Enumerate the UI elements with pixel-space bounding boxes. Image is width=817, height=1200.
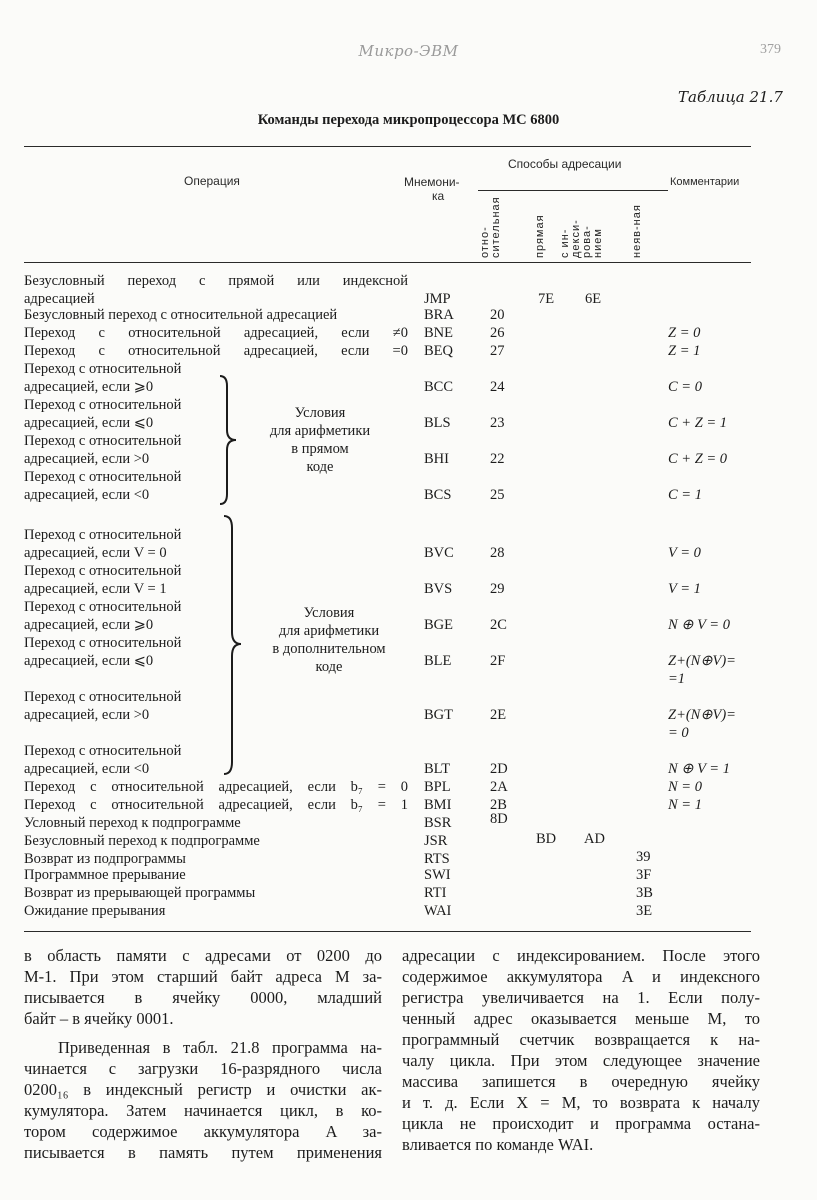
- code-bmi: 2B: [490, 797, 507, 813]
- op-swi: Программное прерывание: [24, 867, 186, 883]
- mnemonic-bcs: BCS: [424, 487, 452, 503]
- op-wai: Ожидание прерывания: [24, 903, 166, 919]
- body-left-line-4: байт – в ячейку 0001.: [24, 1009, 174, 1028]
- mnemonic-bne: BNE: [424, 325, 453, 341]
- code-bgt: 2E: [490, 707, 507, 723]
- op-bpl: Переход с относительной адресацией, если b₇ = 0: [24, 779, 408, 795]
- body-right-line-6: чалу цикла. При этом следующее значение: [402, 1051, 760, 1070]
- header-operation: Операция: [184, 174, 240, 188]
- body-right-line-10: вливается по команде WAI.: [402, 1135, 594, 1154]
- header-addressing: Способы адресации: [508, 157, 622, 171]
- code-rti: 3B: [636, 885, 653, 901]
- group2-label: [244, 604, 414, 676]
- body-left-line-6: Приведенная в табл. 21.8 программа на-: [58, 1038, 382, 1057]
- body-right-column: [402, 945, 760, 1155]
- mnemonic-jmp: JMP: [424, 291, 451, 307]
- mnemonic-ble: BLE: [424, 653, 452, 669]
- op-bge-1: Переход с относительной: [24, 599, 182, 615]
- mnemonic-bcc: BCC: [424, 379, 454, 395]
- code-bra: 20: [490, 307, 505, 323]
- header-mode-indexed: с ин-декси-рова-нием: [559, 219, 604, 258]
- table-bottom-rule: [24, 931, 751, 932]
- code-bcc: 24: [490, 379, 505, 395]
- body-left-line-2: M-1. При этом старший байт адреса M за-: [24, 967, 382, 986]
- mnemonic-bgt: BGT: [424, 707, 453, 723]
- header-comments: Комментарии: [670, 176, 740, 188]
- op-bge-2: адресацией, если ⩾0: [24, 617, 154, 633]
- op-bcc-2: адресацией, если ⩾0: [24, 379, 154, 395]
- mnemonic-wai: WAI: [424, 903, 452, 919]
- body-right-line-8: и т. д. Если X = M, то возврата к началу: [402, 1093, 760, 1112]
- code-bvs: 29: [490, 581, 505, 597]
- comment-blt: N ⊕ V = 1: [668, 761, 730, 777]
- group1-label-line2: для арифметики: [269, 423, 371, 439]
- body-left-line-9: кумулятора. Затем начинается цикл, в ко-: [24, 1101, 382, 1120]
- op-rts: Возврат из подпрограммы: [24, 851, 186, 867]
- body-left-line-5: [24, 1029, 382, 1037]
- op-jsr: Безусловный переход к подпрограмме: [24, 833, 260, 849]
- addressing-rule: [478, 190, 668, 191]
- mnemonic-bmi: BMI: [424, 797, 452, 813]
- header-mode-direct: прямая: [534, 214, 546, 258]
- header-mnemonic-2: ка: [432, 189, 445, 203]
- body-left-line-11: писывается в память путем применения: [24, 1143, 382, 1162]
- mnemonic-bsr: BSR: [424, 815, 452, 831]
- header-mode-relative: отно-сительная: [479, 196, 502, 258]
- comment-bge: N ⊕ V = 0: [668, 617, 730, 633]
- body-left-line-1: в область памяти с адресами от 0200 до: [24, 946, 382, 965]
- op-bcc-1: Переход с относительной: [24, 361, 182, 377]
- group2-label-line2: для арифметики: [278, 623, 380, 639]
- mnemonic-swi: SWI: [424, 867, 451, 883]
- mnemonic-bvs: BVS: [424, 581, 453, 597]
- op-bvc-2: адресацией, если V = 0: [24, 545, 167, 561]
- op-bhi-2: адресацией, если >0: [24, 451, 150, 467]
- body-right-line-5: программный счетчик возвращается к на-: [402, 1030, 760, 1049]
- op-bne: Переход с относительной адресацией, если ≠0: [24, 325, 408, 341]
- op-beq: Переход с относительной адресацией, если =0: [24, 343, 408, 359]
- op-bcs-1: Переход с относительной: [24, 469, 182, 485]
- comment-bmi: N = 1: [668, 797, 702, 813]
- code-bne: 26: [490, 325, 505, 341]
- mnemonic-bpl: BPL: [424, 779, 451, 795]
- op-bsr: Условный переход к подпрограмме: [24, 815, 241, 831]
- op-ble-2: адресацией, если ⩽0: [24, 653, 154, 669]
- comment-bcc: C = 0: [668, 379, 702, 395]
- mnemonic-bra: BRA: [424, 307, 454, 323]
- mnemonic-bhi: BHI: [424, 451, 449, 467]
- comment-bls: C + Z = 1: [668, 415, 728, 431]
- mnemonic-bge: BGE: [424, 617, 453, 633]
- op-bvs-2: адресацией, если V = 1: [24, 581, 167, 597]
- table-top-rule: [24, 146, 751, 147]
- body-right-line-2: содержимое аккумулятора A и индексного: [402, 967, 760, 986]
- comment-bpl: N = 0: [668, 779, 702, 795]
- table-title: Команды перехода микропроцессора МС 6800: [257, 112, 560, 128]
- code-swi: 3F: [636, 867, 652, 883]
- op-rti: Возврат из прерывающей программы: [24, 885, 256, 901]
- op-bra: Безусловный переход с относительной адресацией: [24, 307, 338, 323]
- comment-bgt-2: = 0: [668, 725, 689, 741]
- code-bhi: 22: [490, 451, 505, 467]
- op-bgt-2: адресацией, если >0: [24, 707, 150, 723]
- mnemonic-blt: BLT: [424, 761, 451, 777]
- group1-label-line1: Условия: [294, 405, 346, 421]
- body-right-line-9: цикла не происходит и программа остана-: [402, 1114, 760, 1133]
- header-bottom-rule: [24, 262, 751, 263]
- body-right-line-4: ченный адрес оказывается меньше M, то: [402, 1009, 760, 1028]
- op-bls-1: Переход с относительной: [24, 397, 182, 413]
- body-left-column: [24, 945, 382, 1163]
- code-jmp-indexed: 6E: [585, 291, 602, 307]
- running-header-title: Микро-ЭВМ: [358, 42, 459, 60]
- code-blt: 2D: [490, 761, 508, 777]
- group2-brace: [222, 514, 244, 776]
- code-bcs: 25: [490, 487, 505, 503]
- op-bhi-1: Переход с относительной: [24, 433, 182, 449]
- comment-ble-1: Z+(N⊕V)=: [668, 653, 736, 669]
- op-blt-2: адресацией, если <0: [24, 761, 150, 777]
- group1-label-line3: в прямом: [291, 441, 349, 457]
- op-bvc-1: Переход с относительной: [24, 527, 182, 543]
- code-bge: 2C: [490, 617, 507, 633]
- mnemonic-bls: BLS: [424, 415, 451, 431]
- mnemonic-rts: RTS: [424, 851, 450, 867]
- code-jsr-direct: BD: [536, 831, 557, 847]
- group2-label-line1: Условия: [303, 605, 355, 621]
- comment-bne: Z = 0: [668, 325, 701, 341]
- mnemonic-bvc: BVC: [424, 545, 454, 561]
- group2-label-line4: коде: [315, 659, 343, 675]
- op-bgt-1: Переход с относительной: [24, 689, 182, 705]
- op-bls-2: адресацией, если ⩽0: [24, 415, 154, 431]
- code-bpl: 2A: [490, 779, 508, 795]
- group1-label-line4: коде: [306, 459, 334, 475]
- body-left-line-3: писывается в ячейку 0000, младший: [24, 988, 382, 1007]
- mnemonic-beq: BEQ: [424, 343, 453, 359]
- body-right-line-3: регистра увеличивается на 1. Если полу-: [402, 988, 760, 1007]
- code-jsr-indexed: AD: [584, 831, 605, 847]
- body-left-line-10: тором содержимое аккумулятора A за-: [24, 1122, 382, 1141]
- body-right-line-7: массива запишется в очередную ячейку: [402, 1072, 760, 1091]
- code-jmp-direct: 7E: [538, 291, 555, 307]
- code-wai: 3E: [636, 903, 653, 919]
- op-ble-1: Переход с относительной: [24, 635, 182, 651]
- body-left-line-8: 0200₁₆ в индексный регистр и очистки ак-: [24, 1080, 382, 1099]
- comment-ble-2: =1: [668, 671, 686, 687]
- comment-beq: Z = 1: [668, 343, 701, 359]
- code-rts: 39: [636, 849, 651, 865]
- page-number: 379: [760, 42, 781, 57]
- mnemonic-rti: RTI: [424, 885, 447, 901]
- header-mode-implied: неяв-ная: [631, 204, 643, 258]
- op-jmp-2: адресацией: [24, 291, 95, 307]
- op-jmp-1: Безусловный переход с прямой или индексной: [24, 273, 408, 289]
- body-right-line-1: адресации с индексированием. После этого: [402, 946, 760, 965]
- comment-bcs: C = 1: [668, 487, 702, 503]
- table-number: Таблица 21.7: [678, 88, 783, 106]
- op-blt-1: Переход с относительной: [24, 743, 182, 759]
- header-mnemonic-1: Мнемони-: [404, 175, 460, 189]
- comment-bvc: V = 0: [668, 545, 701, 561]
- group1-brace: [218, 374, 240, 506]
- group1-label: [240, 404, 400, 476]
- comment-bvs: V = 1: [668, 581, 701, 597]
- code-ble: 2F: [490, 653, 506, 669]
- op-bvs-1: Переход с относительной: [24, 563, 182, 579]
- code-bsr: 8D: [490, 811, 508, 827]
- comment-bhi: C + Z = 0: [668, 451, 728, 467]
- code-bvc: 28: [490, 545, 505, 561]
- op-bcs-2: адресацией, если <0: [24, 487, 150, 503]
- group2-label-line3: в дополнительном: [272, 641, 386, 657]
- code-bls: 23: [490, 415, 505, 431]
- mnemonic-jsr: JSR: [424, 833, 448, 849]
- op-bmi: Переход с относительной адресацией, если b₇ = 1: [24, 797, 408, 813]
- body-left-line-7: чинается с загрузки 16-разрядного числа: [24, 1059, 382, 1078]
- comment-bgt-1: Z+(N⊕V)=: [668, 707, 736, 723]
- code-beq: 27: [490, 343, 505, 359]
